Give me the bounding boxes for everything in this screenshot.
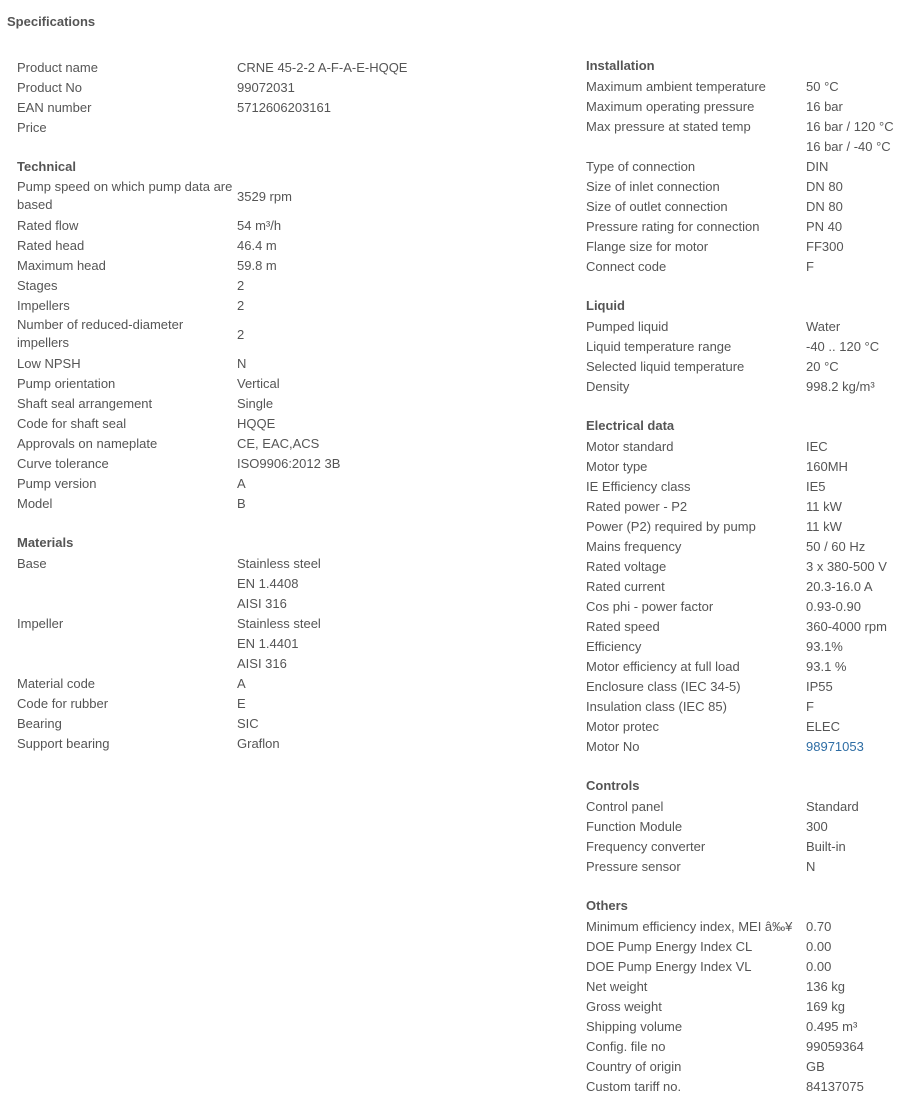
spec-value: EN 1.4401 <box>237 636 299 651</box>
spec-label: Insulation class (IEC 85) <box>586 699 727 714</box>
spec-value: PN 40 <box>806 219 843 234</box>
spec-value: 998.2 kg/m³ <box>806 379 875 394</box>
spec-value: Standard <box>806 799 859 814</box>
spec-value: 16 bar / -40 °C <box>806 139 891 154</box>
spec-value: 3 x 380-500 V <box>806 559 887 574</box>
spec-row-product-name <box>17 58 537 78</box>
spec-label: Function Module <box>586 819 683 834</box>
spec-row-rated-voltage <box>586 557 906 577</box>
spec-value: CRNE 45-2-2 A-F-A-E-HQQE <box>237 60 408 75</box>
spec-value: 84137075 <box>806 1079 864 1094</box>
spec-row-approvals-on-nameplate <box>17 434 537 454</box>
spec-row-bearing <box>17 714 537 734</box>
spec-value: 11 kW <box>806 519 842 534</box>
spec-value: A <box>237 676 246 691</box>
spec-label: Size of outlet connection <box>586 199 728 214</box>
spec-row-motor-standard <box>586 437 906 457</box>
spec-label: Rated flow <box>17 218 79 233</box>
section-heading-liquid: Liquid <box>586 298 625 313</box>
spec-label: Maximum operating pressure <box>586 99 755 114</box>
spec-label: Pump orientation <box>17 376 116 391</box>
spec-label: Pump version <box>17 476 97 491</box>
spec-row-density <box>586 377 906 397</box>
spec-value: 136 kg <box>806 979 846 994</box>
spec-value: 11 kW <box>806 499 842 514</box>
spec-value: IEC <box>806 439 828 454</box>
section-heading-others: Others <box>586 898 628 913</box>
spec-label: Price <box>17 120 47 135</box>
spec-label: Type of connection <box>586 159 696 174</box>
spec-value: 54 m³/h <box>237 218 282 233</box>
spec-value: 300 <box>806 819 828 834</box>
spec-value: -40 .. 120 °C <box>806 339 880 354</box>
spec-row-stages <box>17 276 537 296</box>
spec-row-curve-tolerance <box>17 454 537 474</box>
spec-row-material-code <box>17 674 537 694</box>
spec-value: F <box>806 259 814 274</box>
spec-row-net-weight <box>586 977 906 997</box>
spec-value: 20 °C <box>806 359 839 374</box>
spec-row-pressure-sensor <box>586 857 906 877</box>
spec-label: Product No <box>17 80 83 95</box>
spec-row-doe-pump-energy-index-cl <box>586 937 906 957</box>
spec-row-maximum-head <box>17 256 537 276</box>
spec-label: Pump speed on which pump data are based <box>17 179 233 212</box>
spec-label: Custom tariff no. <box>586 1079 682 1094</box>
spec-row-product-no <box>17 78 537 98</box>
section-heading-controls: Controls <box>586 778 640 793</box>
spec-label: Curve tolerance <box>17 456 109 471</box>
spec-row-type-of-connection <box>586 157 906 177</box>
spec-row-size-of-outlet-connection <box>586 197 906 217</box>
spec-label: EAN number <box>17 100 92 115</box>
spec-value-link[interactable]: 98971053 <box>806 739 864 754</box>
spec-label: Bearing <box>17 716 62 731</box>
spec-row-liquid-temperature-range <box>586 337 906 357</box>
spec-row-frequency-converter <box>586 837 906 857</box>
spec-label: Pumped liquid <box>586 319 669 334</box>
spec-label: Liquid temperature range <box>586 339 732 354</box>
spec-value: 16 bar / 120 °C <box>806 119 894 134</box>
spec-row-rated-flow <box>17 216 537 236</box>
spec-label: DOE Pump Energy Index VL <box>586 959 752 974</box>
spec-value: 46.4 m <box>237 238 277 253</box>
spec-label: Rated voltage <box>586 559 667 574</box>
spec-label: Impellers <box>17 298 70 313</box>
spec-row-country-of-origin <box>586 1057 906 1077</box>
spec-row-power-p2-required-by-pump <box>586 517 906 537</box>
spec-value: 99072031 <box>237 80 295 95</box>
section-heading-technical: Technical <box>17 159 77 174</box>
spec-value: ELEC <box>806 719 840 734</box>
spec-value: E <box>237 696 246 711</box>
spec-row-pumped-liquid <box>586 317 906 337</box>
spec-value: A <box>237 476 246 491</box>
spec-row-impeller <box>17 614 537 674</box>
spec-row-pump-version <box>17 474 537 494</box>
spec-value: FF300 <box>806 239 844 254</box>
spec-value: DIN <box>806 159 829 174</box>
spec-row-motor-no <box>586 737 906 757</box>
spec-label: Connect code <box>586 259 667 274</box>
spec-label: Motor standard <box>586 439 674 454</box>
spec-value: Single <box>237 396 274 411</box>
spec-label: Control panel <box>586 799 664 814</box>
spec-label: Code for rubber <box>17 696 109 711</box>
spec-label: Efficiency <box>586 639 642 654</box>
spec-value: N <box>806 859 816 874</box>
spec-value: 50 / 60 Hz <box>806 539 866 554</box>
spec-value: 0.93-0.90 <box>806 599 861 614</box>
spec-value: Stainless steel <box>237 556 321 571</box>
spec-value: AISI 316 <box>237 596 287 611</box>
spec-label: Product name <box>17 60 98 75</box>
spec-value: EN 1.4408 <box>237 576 299 591</box>
spec-value: Built-in <box>806 839 846 854</box>
spec-label: Minimum efficiency index, MEI â‰¥ <box>586 919 793 934</box>
spec-label: Max pressure at stated temp <box>586 119 751 134</box>
spec-value: IP55 <box>806 679 833 694</box>
spec-label: Motor type <box>586 459 648 474</box>
spec-label: Rated power - P2 <box>586 499 688 514</box>
spec-row-low-npsh <box>17 354 537 374</box>
spec-row-motor-protec <box>586 717 906 737</box>
spec-row-rated-current <box>586 577 906 597</box>
spec-value: Stainless steel <box>237 616 321 631</box>
spec-value: 5712606203161 <box>237 100 331 115</box>
spec-label: Mains frequency <box>586 539 682 554</box>
spec-value: Water <box>806 319 841 334</box>
spec-value: 20.3-16.0 A <box>806 579 873 594</box>
section-heading-installation: Installation <box>586 58 655 73</box>
spec-row-gross-weight <box>586 997 906 1017</box>
spec-label: Gross weight <box>586 999 662 1014</box>
spec-label: Enclosure class (IEC 34-5) <box>586 679 741 694</box>
spec-value: 3529 rpm <box>237 189 292 204</box>
spec-label: Material code <box>17 676 96 691</box>
spec-label: Selected liquid temperature <box>586 359 745 374</box>
spec-value: Graflon <box>237 736 280 751</box>
spec-row-doe-pump-energy-index-vl <box>586 957 906 977</box>
spec-label: Maximum ambient temperature <box>586 79 766 94</box>
spec-label: Pressure sensor <box>586 859 681 874</box>
spec-row-code-for-shaft-seal <box>17 414 537 434</box>
spec-label: Config. file no <box>586 1039 666 1054</box>
spec-row-motor-efficiency-at-full-load <box>586 657 906 677</box>
spec-label: Motor protec <box>586 719 659 734</box>
spec-value: 360-4000 rpm <box>806 619 887 634</box>
spec-value: CE, EAC,ACS <box>237 436 320 451</box>
spec-row-enclosure-class-iec-34-5 <box>586 677 906 697</box>
spec-label: Motor efficiency at full load <box>586 659 740 674</box>
spec-row-number-of-reduced-diameter-impellers <box>17 316 537 354</box>
spec-row-rated-power-p2 <box>586 497 906 517</box>
spec-label: IE Efficiency class <box>586 479 691 494</box>
spec-label: Flange size for motor <box>586 239 709 254</box>
spec-label: Approvals on nameplate <box>17 436 158 451</box>
spec-label: Maximum head <box>17 258 106 273</box>
spec-value: 2 <box>237 327 245 342</box>
spec-label: Shaft seal arrangement <box>17 396 153 411</box>
spec-label: Density <box>586 379 630 394</box>
spec-value: 2 <box>237 278 245 293</box>
spec-label: Rated speed <box>586 619 660 634</box>
spec-value: Vertical <box>237 376 280 391</box>
spec-row-code-for-rubber <box>17 694 537 714</box>
spec-row-ie-efficiency-class <box>586 477 906 497</box>
spec-row-maximum-operating-pressure <box>586 97 906 117</box>
spec-row-model <box>17 494 537 514</box>
spec-label: Power (P2) required by pump <box>586 519 756 534</box>
spec-value: 16 bar <box>806 99 843 114</box>
spec-value: 169 kg <box>806 999 846 1014</box>
spec-row-shipping-volume <box>586 1017 906 1037</box>
spec-value: ISO9906:2012 3B <box>237 456 341 471</box>
spec-label: Base <box>17 556 47 571</box>
spec-row-impellers <box>17 296 537 316</box>
spec-value: DN 80 <box>806 199 843 214</box>
spec-row-cos-phi-power-factor <box>586 597 906 617</box>
spec-row-max-pressure-at-stated-temp <box>586 117 906 157</box>
spec-label: Size of inlet connection <box>586 179 720 194</box>
spec-label: Model <box>17 496 53 511</box>
spec-row-price <box>17 118 537 138</box>
spec-value: 0.70 <box>806 919 832 934</box>
spec-label: Number of reduced-diameter impellers <box>17 317 184 350</box>
spec-value: 0.495 m³ <box>806 1019 858 1034</box>
spec-value: 99059364 <box>806 1039 864 1054</box>
spec-label: Country of origin <box>586 1059 682 1074</box>
spec-label: Code for shaft seal <box>17 416 127 431</box>
spec-row-insulation-class-iec-85 <box>586 697 906 717</box>
spec-row-flange-size-for-motor <box>586 237 906 257</box>
spec-row-efficiency <box>586 637 906 657</box>
spec-value: SIC <box>237 716 259 731</box>
spec-row-custom-tariff-no <box>586 1077 906 1097</box>
spec-row-shaft-seal-arrangement <box>17 394 537 414</box>
spec-row-mains-frequency <box>586 537 906 557</box>
spec-label: Frequency converter <box>586 839 706 854</box>
spec-value: 93.1% <box>806 639 843 654</box>
spec-row-pressure-rating-for-connection <box>586 217 906 237</box>
spec-label: Impeller <box>17 616 64 631</box>
spec-row-connect-code <box>586 257 906 277</box>
spec-row-rated-speed <box>586 617 906 637</box>
spec-value: 59.8 m <box>237 258 277 273</box>
section-heading-electrical-data: Electrical data <box>586 418 675 433</box>
spec-row-support-bearing <box>17 734 537 754</box>
spec-value: HQQE <box>237 416 276 431</box>
spec-value: AISI 316 <box>237 656 287 671</box>
spec-label: Motor No <box>586 739 640 754</box>
spec-label: Rated head <box>17 238 85 253</box>
spec-value: 0.00 <box>806 939 832 954</box>
spec-value: GB <box>806 1059 825 1074</box>
spec-label: Cos phi - power factor <box>586 599 714 614</box>
spec-value: 160MH <box>806 459 848 474</box>
spec-value: F <box>806 699 814 714</box>
spec-label: Support bearing <box>17 736 110 751</box>
spec-row-selected-liquid-temperature <box>586 357 906 377</box>
spec-label: DOE Pump Energy Index CL <box>586 939 753 954</box>
spec-row-motor-type <box>586 457 906 477</box>
spec-label: Net weight <box>586 979 648 994</box>
spec-value: 50 °C <box>806 79 839 94</box>
spec-label: Rated current <box>586 579 665 594</box>
spec-row-minimum-efficiency-index-mei <box>586 917 906 937</box>
spec-row-ean-number <box>17 98 537 118</box>
spec-row-rated-head <box>17 236 537 256</box>
page-title: Specifications <box>7 14 96 29</box>
spec-value: N <box>237 356 247 371</box>
spec-value: 2 <box>237 298 245 313</box>
spec-row-control-panel <box>586 797 906 817</box>
spec-row-config-file-no <box>586 1037 906 1057</box>
spec-row-base <box>17 554 537 614</box>
spec-row-pump-speed-on-which-pump-data-are-based <box>17 178 537 216</box>
spec-label: Pressure rating for connection <box>586 219 760 234</box>
spec-label: Shipping volume <box>586 1019 683 1034</box>
spec-row-size-of-inlet-connection <box>586 177 906 197</box>
spec-value: B <box>237 496 246 511</box>
section-heading-materials: Materials <box>17 535 74 550</box>
spec-value: DN 80 <box>806 179 843 194</box>
spec-row-pump-orientation <box>17 374 537 394</box>
spec-label: Low NPSH <box>17 356 81 371</box>
spec-row-function-module <box>586 817 906 837</box>
spec-value: 0.00 <box>806 959 832 974</box>
spec-value: 93.1 % <box>806 659 847 674</box>
spec-row-maximum-ambient-temperature <box>586 77 906 97</box>
spec-value: IE5 <box>806 479 826 494</box>
spec-label: Stages <box>17 278 58 293</box>
